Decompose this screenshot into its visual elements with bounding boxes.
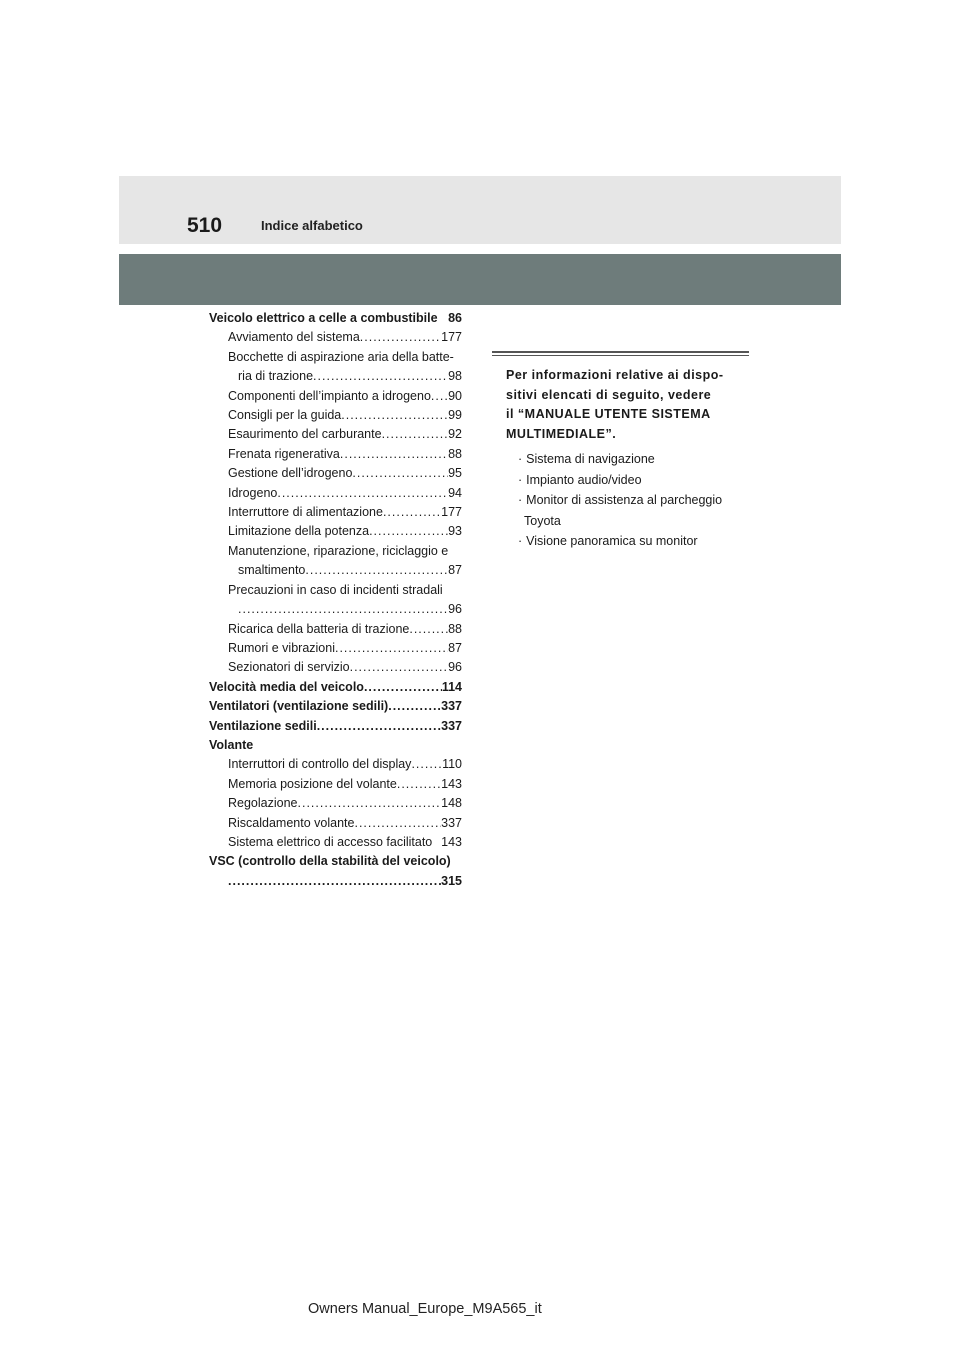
index-entry: [209, 600, 462, 619]
index-entry: [209, 814, 462, 833]
index-entry-label: Ventilazione sedili: [209, 718, 317, 733]
index-entry-page: 99: [448, 408, 462, 423]
index-entry: [209, 484, 462, 503]
index-entry: [209, 639, 462, 658]
index-entry: [209, 794, 462, 813]
info-bullet-list: [506, 449, 751, 552]
index-entry: [209, 697, 462, 716]
index-entry-label: Sezionatori di servizio: [228, 660, 350, 675]
index-entry-page: 93: [448, 524, 462, 539]
info-bullet-text: Impianto audio/video: [526, 472, 642, 487]
index-entry-label: Veicolo elettrico a celle a combustibile: [209, 311, 438, 325]
page-number: 510: [187, 214, 223, 237]
dot-leader: [335, 639, 448, 658]
index-entry: [209, 678, 462, 697]
info-bullet-item: [506, 490, 751, 511]
index-entry-page: 337: [441, 699, 462, 714]
index-entry: [209, 620, 462, 639]
bullet-mark: ·: [518, 472, 523, 487]
index-entry: [209, 658, 462, 677]
index-entry: [209, 833, 462, 852]
index-entry-page: 96: [448, 602, 462, 617]
bullet-mark: ·: [518, 452, 523, 466]
index-entry-label: Esaurimento del carburante: [228, 427, 382, 442]
info-rule-bottom: [492, 355, 749, 356]
index-entry-label: Sistema elettrico di accesso facilitato: [228, 834, 433, 849]
index-entry-page: 143: [441, 834, 462, 849]
info-bullet-item: [506, 531, 751, 552]
bullet-mark: ·: [518, 493, 523, 507]
index-entry-label: Velocità media del veicolo: [209, 679, 364, 694]
index-entry-label: Ventilatori (ventilazione sedili): [209, 699, 389, 714]
index-entry: [209, 464, 462, 483]
index-entry-label: Manutenzione, riparazione, riciclaggio e: [228, 543, 449, 558]
index-entry-page: 90: [448, 388, 462, 403]
dot-leader: [360, 328, 441, 347]
header-band: [119, 176, 841, 244]
index-entry-page: 337: [441, 718, 462, 733]
index-entry: [209, 561, 462, 580]
index-entry-label: Riscaldamento volante: [228, 815, 355, 830]
dot-leader: [383, 503, 441, 522]
dot-leader: [238, 600, 448, 619]
index-entry-label: Limitazione della potenza: [228, 524, 370, 539]
dot-leader: [354, 814, 441, 833]
info-bullet-continuation: Toyota: [524, 513, 561, 528]
dot-leader: [340, 445, 448, 464]
info-bullet-item: [506, 449, 751, 470]
index-entry-label: ria di trazione: [238, 369, 314, 384]
index-entry-page: 315: [441, 873, 462, 888]
index-entry-label: Rumori e vibrazioni: [228, 640, 335, 655]
index-entry: [209, 755, 462, 774]
info-note-line: MULTIMEDIALE”.: [506, 426, 617, 441]
index-entry-label: Frenata rigenerativa: [228, 446, 340, 461]
dot-leader: [350, 658, 449, 677]
index-entry-page: 96: [448, 660, 462, 675]
index-entry-label: Bocchette di aspirazione aria della batte-: [228, 349, 454, 364]
dot-leader: [409, 620, 448, 639]
info-bullet-text: Sistema di navigazione: [526, 452, 655, 466]
index-entry-label: Interruttore di alimentazione: [228, 505, 383, 520]
index-entry: [209, 872, 462, 891]
bullet-mark: ·: [518, 534, 523, 548]
info-bullet-text: Monitor di assistenza al parcheggio: [526, 493, 723, 507]
index-entry: [209, 581, 462, 600]
dot-leader: [411, 755, 442, 774]
dot-leader: [397, 775, 441, 794]
index-entry-label: Volante: [209, 737, 254, 752]
dot-leader: [317, 717, 441, 736]
index-entry-label: Memoria posizione del volante: [228, 776, 397, 791]
index-entry-label: VSC (controllo della stabilità del veicolo): [209, 854, 451, 869]
index-entry-label: Precauzioni in caso di incidenti stradali: [228, 582, 443, 597]
info-bullet-text: Visione panoramica su monitor: [526, 534, 698, 548]
index-entry-page: 177: [441, 330, 462, 345]
index-entry-page: 143: [441, 776, 462, 791]
info-note-line: sitivi elencati di seguito, vedere: [506, 387, 712, 402]
index-entry-label: Ricarica della batteria di trazione: [228, 621, 410, 636]
dot-leader: [369, 522, 448, 541]
dot-leader: [352, 464, 448, 483]
dot-leader: [388, 697, 441, 716]
section-title: Indice alfabetico: [261, 218, 363, 233]
index-entry-label: Gestione dell’idrogeno: [228, 466, 353, 481]
dot-leader: [313, 367, 448, 386]
dot-leader: [382, 425, 449, 444]
index-entry-label: Consigli per la guida: [228, 408, 342, 423]
index-entry: [209, 387, 462, 406]
dot-leader: [341, 406, 448, 425]
dot-leader: [364, 678, 442, 697]
dot-leader: [431, 387, 448, 406]
index-entry-page: 87: [448, 640, 462, 655]
info-note: [506, 366, 751, 444]
index-entry-page: 98: [448, 369, 462, 384]
index-entry: [209, 503, 462, 522]
info-note-line: il “MANUALE UTENTE SISTEMA: [506, 407, 711, 421]
index-entry-page: 177: [441, 505, 462, 520]
index-entry-label: Componenti dell’impianto a idrogeno: [228, 388, 431, 403]
index-entry: [209, 406, 462, 425]
dot-leader: [228, 872, 441, 891]
index-entry-label: Regolazione: [228, 796, 298, 811]
index-entry-page: 88: [448, 446, 462, 461]
index-entry-label: Interruttori di controllo del display: [228, 757, 412, 772]
index-entry: [209, 328, 462, 347]
index-entry-page: 88: [448, 621, 462, 636]
index-entry: [209, 717, 462, 736]
footer-document-id: Owners Manual_Europe_M9A565_it: [308, 1301, 542, 1317]
index-entry-page: 94: [448, 485, 462, 500]
info-bullet-item: [506, 470, 751, 491]
index-entry-label: smaltimento: [238, 563, 306, 578]
index-entry: [209, 425, 462, 444]
index-entry-page: 86: [448, 311, 462, 325]
index-entry-label: Avviamento del sistema: [228, 330, 360, 345]
index-entry-page: 337: [441, 815, 462, 830]
dot-leader: [298, 794, 442, 813]
index-entry-label: Idrogeno: [228, 485, 278, 500]
index-entry: [209, 367, 462, 386]
info-note-line: Per informazioni relative ai dispo-: [506, 368, 724, 382]
info-box: [506, 366, 751, 552]
index-entry: [209, 542, 462, 561]
index-entry: [209, 348, 462, 367]
index-entry: [209, 445, 462, 464]
dot-leader: [305, 561, 448, 580]
dot-leader: [277, 484, 448, 503]
index-entry-page: 148: [441, 796, 462, 811]
index-entry: [209, 736, 462, 755]
index-entry-page: 110: [442, 757, 462, 772]
index-entry: [209, 852, 462, 871]
index-entry-page: 92: [448, 427, 462, 442]
index-entry-page: 114: [441, 679, 462, 694]
index-entry: [209, 309, 462, 328]
info-rule-top: [492, 351, 749, 353]
index-entry: [209, 522, 462, 541]
section-banner: [119, 254, 841, 305]
index-entry-page: 95: [448, 466, 462, 481]
index-entry-page: 87: [448, 563, 462, 578]
index-column: [209, 309, 462, 891]
index-entry: [209, 775, 462, 794]
